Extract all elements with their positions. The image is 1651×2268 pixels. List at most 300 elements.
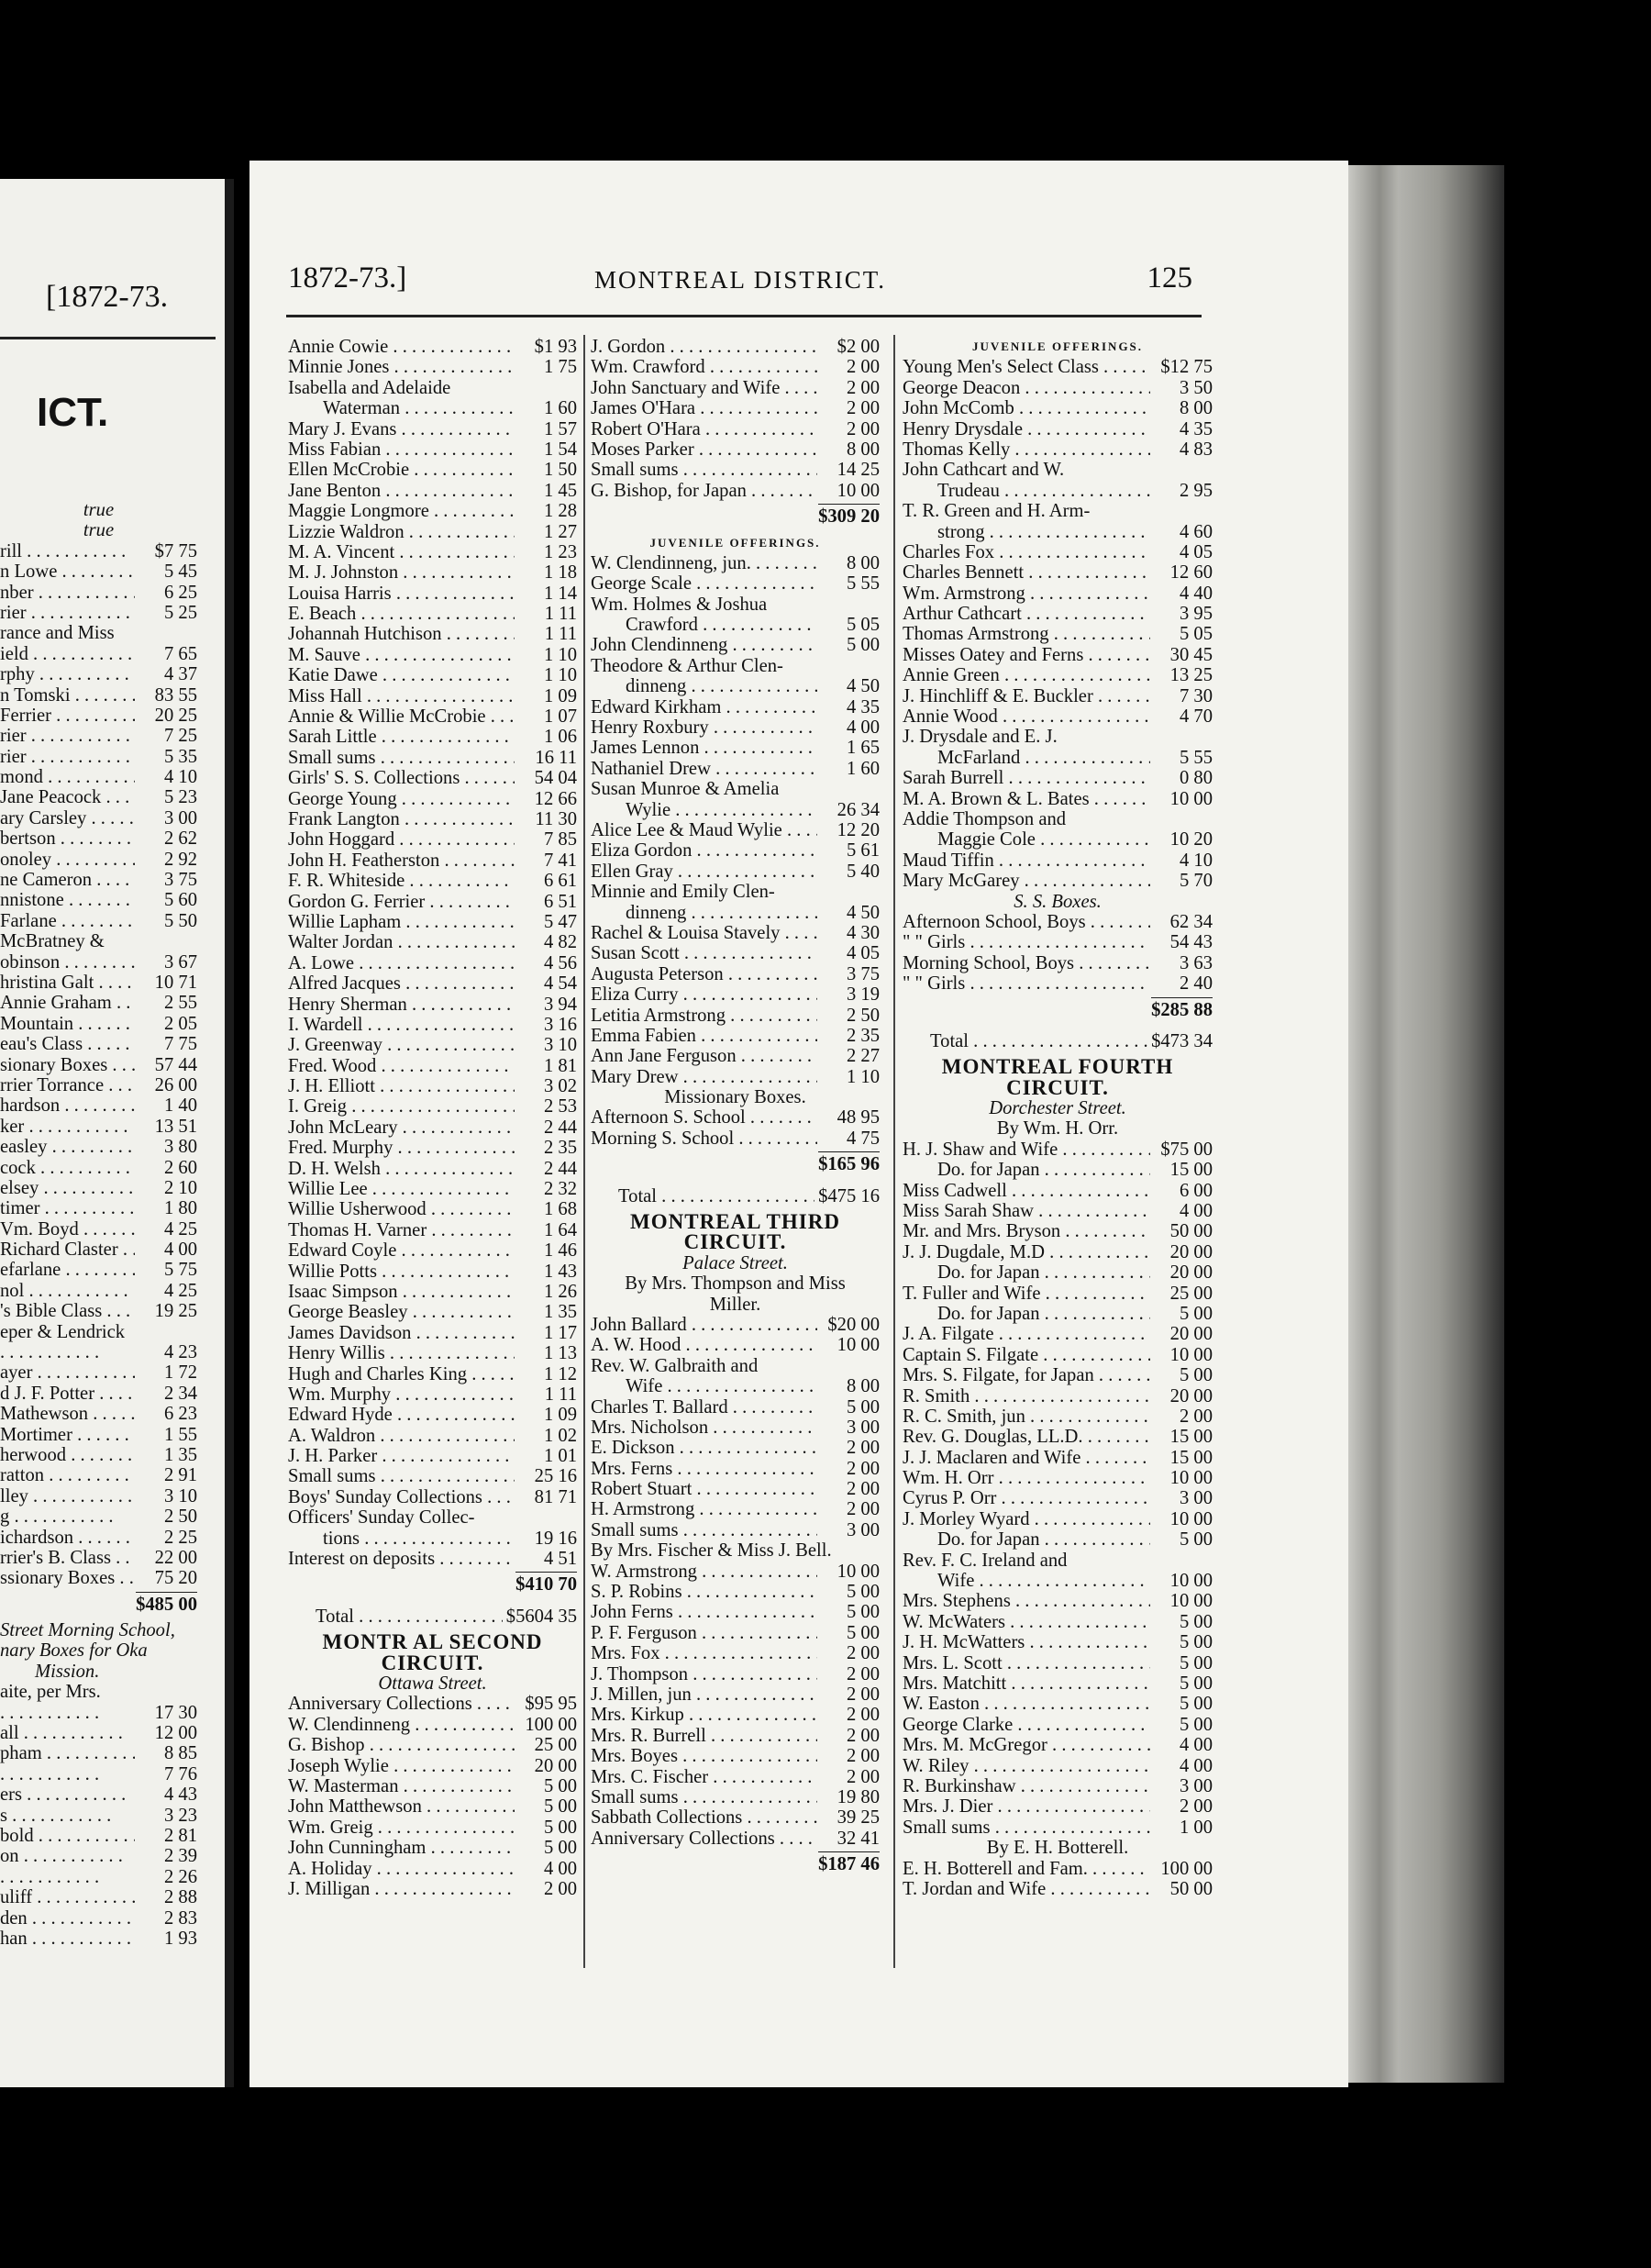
entry-amount: 1 09 [543,685,577,706]
entry-amount: 39 25 [837,1807,880,1829]
entry-name: John McComb . . . [903,398,1150,418]
entry-name: mond . . . [0,767,135,787]
list-item [0,911,197,931]
list-item [0,1445,197,1465]
list-item [591,1107,880,1128]
list-item [903,542,1213,562]
list-item [288,481,577,501]
entry-amount: 62 34 [1169,911,1213,932]
entry-amount: 5 00 [1179,1652,1213,1673]
list-item [0,1908,197,1929]
entry-name: Thomas Kelly . . . [903,439,1150,460]
list-item [903,522,1213,542]
entry-name: Thomas H. Varner . . . [288,1220,515,1240]
entry-name: John Cunningham . . . [288,1838,515,1858]
entry-name: E. Dickson . . . [591,1438,817,1458]
column-divider [583,335,585,1968]
list-item [288,1549,577,1569]
entry-amount: 2 44 [543,1158,577,1179]
list-item [0,890,197,910]
column-1 [288,337,577,1899]
entry-name: rier . . . [0,726,135,746]
entry-name: R. C. Smith, jun . . . [903,1406,1150,1427]
list-item [591,1684,880,1705]
column-3 [903,337,1213,1899]
entry-amount: 2 32 [543,1179,577,1200]
subtotal-amount: $285 88 [1151,997,1213,1020]
list-item [903,1776,1213,1796]
entry-amount: 4 25 [163,1218,197,1240]
list-item [903,378,1213,398]
entry-name: uliff . . . [0,1887,135,1907]
entry-name: I. Greig . . . [288,1096,515,1117]
entry-amount: 5 25 [163,602,197,623]
list-item [288,337,577,357]
subheading: S. S. Boxes. [1014,891,1102,912]
entry-name: Letitia Armstrong . . . [591,1006,817,1026]
entry-amount: 1 10 [543,644,577,665]
entry-amount: 8 00 [846,439,880,460]
list-item [591,1520,880,1540]
entry-amount: 2 00 [846,1479,880,1500]
entry-name: Henry Willis . . . [288,1343,515,1363]
list-item [0,952,197,973]
entry-amount: 3 67 [163,951,197,973]
entry-name: Lizzie Waldron . . . [288,522,515,542]
entry-name: Wm. H. Orr . . . [903,1468,1150,1488]
entry-amount: 3 00 [1179,1488,1213,1509]
entry-amount: 5 00 [1179,1365,1213,1386]
list-item [903,871,1213,891]
list-item [288,624,577,644]
list-item [0,1137,197,1157]
entry-name: J. Morley Wyard . . . [903,1509,1150,1529]
left-page-heading: ICT. [37,390,109,435]
list-item [288,768,577,788]
entry-amount: 1 23 [543,541,577,562]
list-item [591,1335,880,1355]
list-item [903,1818,1213,1838]
list-item [903,953,1213,973]
total-label: Total . . . [288,1606,503,1627]
list-item [903,1715,1213,1735]
list-item [903,1284,1213,1304]
entry-name: A. Waldron . . . [288,1426,515,1446]
entry-name: McFarland . . . [937,748,1150,768]
entry-name: nber . . . [0,583,135,603]
list-item [591,1026,880,1046]
entry-amount: 6 00 [1179,1180,1213,1201]
entry-name: Henry Roxbury . . . [591,717,817,738]
entry-amount: 1 55 [163,1424,197,1445]
entry-amount: 8 00 [846,1376,880,1397]
list-item [288,912,577,932]
entry-amount: 1 11 [544,604,577,625]
entry-name: Vm. Boyd . . . [0,1219,135,1240]
list-item [288,932,577,952]
entry-amount: 5 00 [543,1838,577,1859]
entry-name: Mrs. Kirkup . . . [591,1705,817,1725]
entry-name: n Lowe . . . [0,561,135,582]
entry-name: W. Clendinneng . . . [288,1715,515,1735]
list-item [591,1006,880,1026]
list-item [288,1446,577,1466]
text-line: Addie Thompson and [903,808,1067,829]
entry-name: Maggie Longmore . . . [288,501,515,521]
list-item [288,1282,577,1302]
text-line: eper & Lendrick [0,1321,126,1342]
circuit-heading: MONTR AL SECOND [322,1630,543,1654]
list-item [288,522,577,542]
entry-name: Sabbath Collections . . . [591,1807,817,1828]
entry-amount: 4 10 [1179,850,1213,871]
entry-amount: 15 00 [1169,1447,1213,1468]
total-label: Total . . . [591,1186,814,1206]
entry-name: Ferrier . . . [0,706,135,726]
list-item [903,398,1213,418]
list-item [591,759,880,779]
entry-name: Moses Parker . . . [591,439,817,460]
list-item [288,1426,577,1446]
entry-amount: 2 81 [163,1826,197,1846]
entry-name: F. R. Whiteside . . . [288,871,515,891]
entry-amount: 4 25 [163,1280,197,1301]
list-item [591,1726,880,1746]
entry-name: Annie & Willie McCrobie . . . [288,706,515,727]
entry-amount: 20 00 [1169,1385,1213,1406]
entry-amount: 1 60 [543,398,577,419]
entry-name: Edward Coyle . . . [288,1240,515,1261]
list-item [288,953,577,973]
book-edge [1348,165,1504,2083]
list-item [591,1562,880,1582]
list-item [288,1159,577,1179]
entry-name: rier . . . [0,747,135,767]
entry-name: rier . . . [0,603,135,623]
entry-amount: 4 00 [1179,1201,1213,1222]
entry-name: Mortimer . . . [0,1425,135,1445]
entry-amount: $20 00 [827,1314,880,1335]
entry-amount: 11 30 [535,808,577,829]
list-item [288,439,577,460]
list-item [591,943,880,963]
entry-amount: 4 40 [1179,583,1213,604]
list-item [903,1612,1213,1632]
list-item [0,1846,197,1866]
list-item [903,1859,1213,1879]
list-item [903,1756,1213,1776]
entry-name: Cyrus P. Orr . . . [903,1488,1150,1508]
list-item [903,1796,1213,1817]
entry-amount: 25 00 [1169,1283,1213,1304]
entry-name: Mrs. R. Burrell . . . [591,1726,817,1746]
entry-name: M. A. Brown & L. Bates . . . [903,789,1150,809]
entry-amount: 4 51 [543,1549,577,1570]
entry-amount: 10 00 [1169,1468,1213,1489]
entry-amount: 54 04 [534,768,577,789]
entry-amount: 3 80 [163,1137,197,1158]
entry-name: Small sums . . . [288,1466,515,1486]
entry-name: Mrs. M. McGregor . . . [903,1735,1150,1755]
list-item [903,1673,1213,1694]
subtotal [288,1569,577,1600]
entry-name: d J. F. Potter . . . [0,1384,135,1404]
entry-name: Willie Lee . . . [288,1179,515,1199]
list-item [591,820,880,840]
entry-amount: 20 00 [1169,1324,1213,1345]
entry-name: ssionary Boxes . . . [0,1568,135,1588]
list-item [288,1879,577,1899]
entry-name: Frank Langton . . . [288,809,515,829]
entry-name: Robert Stuart . . . [591,1479,817,1499]
list-item [288,686,577,706]
text-line: Rev. W. Galbraith and [591,1355,759,1376]
entry-name: Do. for Japan . . . [937,1160,1150,1180]
list-item [0,808,197,828]
entry-name: Eliza Curry . . . [591,984,817,1005]
entry-amount: 5 55 [846,573,880,595]
entry-amount: 1 28 [543,501,577,522]
list-item [903,973,1213,994]
entry-name: Ann Jane Ferguson . . . [591,1046,817,1066]
entry-name: Minnie Jones . . . [288,357,515,377]
entry-amount: 2 00 [846,1746,880,1767]
entry-amount: 2 60 [163,1157,197,1178]
entry-name [0,1342,135,1362]
entry-amount: 7 76 [163,1763,197,1784]
entry-name: J. Hinchliff & E. Buckler . . . [903,686,1150,706]
entry-amount: 48 95 [837,1107,880,1128]
entry-name: J. Greenway . . . [288,1035,515,1055]
entry-name: George Young . . . [288,789,515,809]
subheading: Miller. [709,1294,761,1315]
entry-amount: 2 50 [163,1506,197,1528]
list-item [0,1764,197,1784]
list-item [591,1705,880,1725]
text-line: Mission. [35,1661,100,1682]
list-item [903,1632,1213,1652]
entry-amount: 2 92 [163,849,197,870]
list-item [0,1404,197,1424]
list-item [903,912,1213,932]
entry-name: Thomas Armstrong . . . [903,624,1150,644]
text-line: McBratney & [0,931,105,952]
entry-amount: 5 00 [846,1582,880,1603]
list-item [0,993,197,1013]
entry-amount: 25 16 [534,1466,577,1487]
entry-name: elsey . . . [0,1178,135,1198]
entry-name: Mrs. S. Filgate, for Japan . . . [903,1365,1150,1385]
entry-name: eau's Class . . . [0,1034,135,1054]
list-item [903,789,1213,809]
entry-amount: 3 75 [846,963,880,984]
text-line: John Cathcart and W. [903,460,1065,481]
entry-name: P. F. Ferguson . . . [591,1623,817,1643]
list-item [288,1818,577,1838]
list-item [591,398,880,418]
entry-name: Afternoon S. School . . . [591,1107,817,1128]
entry-name: Wm. Greig . . . [288,1818,515,1838]
entry-name: ker . . . [0,1117,135,1137]
column-2 [591,337,880,1881]
list-item [0,1384,197,1404]
entry-name: W. Armstrong . . . [591,1562,817,1582]
entry-amount: 13 51 [154,1116,197,1137]
entry-amount: 3 63 [1179,952,1213,973]
list-item [288,419,577,439]
entry-name: Maud Tiffin . . . [903,850,1150,871]
entry-name: J. J. Dugdale, M.D . . . [903,1242,1150,1262]
entry-amount: 3 00 [846,1519,880,1540]
entry-amount: 2 00 [846,418,880,439]
entry-amount: 3 23 [163,1805,197,1826]
entry-amount: 10 00 [1169,788,1213,809]
entry-name: John Ballard . . . [591,1315,817,1335]
entry-amount: 1 14 [543,583,577,604]
list-item [903,665,1213,685]
entry-name: Mr. and Mrs. Bryson . . . [903,1221,1150,1241]
list-item [903,439,1213,460]
entry-amount: 3 02 [543,1076,577,1097]
entry-name: Young Men's Select Class . . . [903,357,1150,377]
list-item [903,1201,1213,1221]
entry-name: Nathaniel Drew . . . [591,759,817,779]
list-item [903,1509,1213,1529]
entry-name: Miss Sarah Shaw . . . [903,1201,1150,1221]
total-amount: $473 34 [1151,1030,1213,1051]
entry-amount: 5 45 [163,561,197,583]
entry-amount: 4 35 [846,696,880,717]
list-item [0,603,197,623]
list-item [0,685,197,706]
list-item [0,1506,197,1527]
subtotal-amount: $309 20 [818,504,880,527]
entry-amount: 4 00 [1179,1735,1213,1756]
entry-amount: 1 57 [543,418,577,439]
entry-amount: 12 60 [1169,562,1213,584]
list-item [591,1807,880,1828]
entry-name: Girls' S. S. Collections . . . [288,768,515,788]
entry-amount: 5 00 [543,1775,577,1796]
entry-name: nnistone . . . [0,890,135,910]
list-item [0,1528,197,1548]
entry-amount: 3 00 [1179,1775,1213,1796]
entry-name: James Lennon . . . [591,738,817,758]
left-page-header: [1872-73. [46,280,169,314]
entry-name: Susan Scott . . . [591,943,817,963]
entry-name: ield . . . [0,644,135,664]
entry-amount: 5 00 [1179,1632,1213,1653]
column-divider [893,335,895,1968]
entry-name: Henry Drysdale . . . [903,419,1150,439]
entry-amount: 7 85 [543,829,577,850]
list-item [591,439,880,460]
entry-name: Wm. Murphy . . . [288,1384,515,1405]
entry-amount: 1 07 [543,706,577,728]
entry-amount: 5 00 [1179,1303,1213,1324]
list-item [0,1362,197,1383]
entry-amount: 2 34 [163,1383,197,1404]
entry-name: H. J. Shaw and Wife . . . [903,1140,1150,1160]
list-item [288,665,577,685]
list-item [288,1735,577,1755]
entry-amount: $12 75 [1160,357,1213,378]
entry-amount: 2 00 [846,377,880,398]
entry-amount: 1 01 [543,1446,577,1467]
list-item [591,903,880,923]
text-line: Susan Munroe & Amelia [591,779,780,800]
entry-name: strong . . . [937,522,1150,542]
list-item [903,1468,1213,1488]
entry-amount: 4 00 [1179,1755,1213,1776]
list-item [0,1055,197,1075]
list-item [288,1302,577,1322]
text-line: Rev. F. C. Ireland and [903,1550,1068,1571]
list-item [903,706,1213,727]
entry-name: n Tomski . . . [0,685,135,706]
entry-name: John Hoggard . . . [288,829,515,850]
entry-name: ne Cameron . . . [0,870,135,890]
list-item [288,1859,577,1879]
entry-amount: 5 00 [1179,1611,1213,1632]
entry-amount: 20 00 [534,1755,577,1776]
list-item [288,1240,577,1261]
entry-name: Augusta Peterson . . . [591,964,817,984]
list-item [288,357,577,377]
entry-name: Edward Hyde . . . [288,1405,515,1425]
entry-name: W. Riley . . . [903,1756,1150,1776]
entry-name: obinson . . . [0,952,135,973]
entry-name: M. J. Johnston . . . [288,562,515,583]
entry-name: James O'Hara . . . [591,398,817,418]
list-item [903,829,1213,850]
entry-amount: 6 25 [163,582,197,603]
list-item [903,1653,1213,1673]
entry-amount: 5 70 [1179,871,1213,892]
list-item [0,1723,197,1743]
entry-name: Alfred Jacques . . . [288,973,515,994]
list-item [0,747,197,767]
entry-amount: 4 23 [163,1342,197,1363]
list-item [0,1743,197,1763]
entry-name: Sarah Burrell . . . [903,768,1150,788]
entry-name: Wm. Crawford . . . [591,357,817,377]
page-number: 125 [1147,261,1192,295]
entry-name: bold . . . [0,1826,135,1846]
subtotal [903,995,1213,1026]
entry-name: Captain S. Filgate . . . [903,1345,1150,1365]
entry-name: Arthur Cathcart . . . [903,604,1150,624]
list-item [0,1219,197,1240]
entry-name: J. Gordon . . . [591,337,817,357]
entry-amount: 5 00 [1179,1529,1213,1551]
entry-name: I. Wardell . . . [288,1015,515,1035]
list-item [0,1568,197,1588]
list-item [591,1767,880,1787]
entry-amount: 1 10 [846,1066,880,1087]
list-item [0,1703,197,1723]
entry-amount: 50 00 [1169,1878,1213,1899]
circuit-heading: CIRCUIT. [683,1230,787,1254]
entry-amount: 5 55 [1179,747,1213,768]
entry-amount: 7 75 [163,1034,197,1055]
entry-name: tions . . . [323,1529,515,1549]
entry-name: Rachel & Louisa Stavely . . . [591,923,817,943]
list-item [288,973,577,994]
entry-name: Annie Green . . . [903,665,1150,685]
list-item [288,1796,577,1817]
entry-name: Eliza Gordon . . . [591,840,817,861]
